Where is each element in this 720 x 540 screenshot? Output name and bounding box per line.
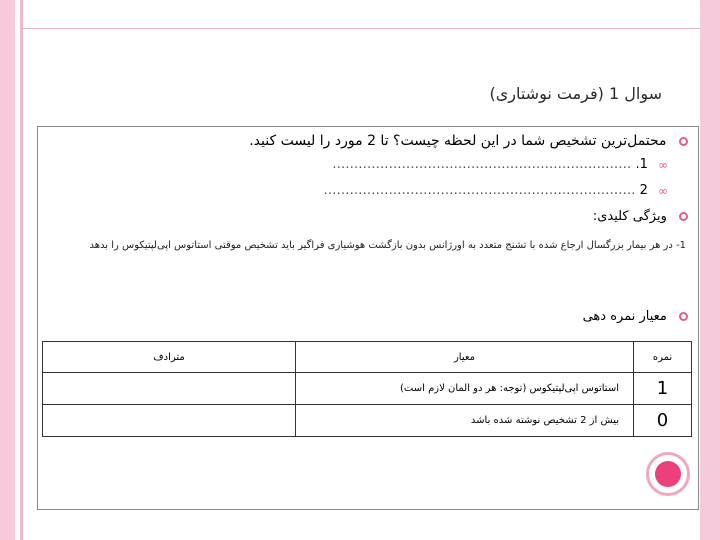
answer-blank: ……………………………………………………………… bbox=[323, 183, 636, 198]
bullet-circle-icon bbox=[679, 312, 688, 321]
answer-line-2 bbox=[323, 183, 668, 198]
decor-dot bbox=[655, 461, 681, 487]
score-cell: 1 bbox=[634, 373, 692, 405]
table-header-row bbox=[43, 342, 692, 373]
scoring-table bbox=[42, 341, 692, 437]
content-box bbox=[37, 126, 699, 510]
right-decor-bar bbox=[700, 0, 720, 540]
criteria-cell: بیش از 2 تشخیص نوشته شده باشد bbox=[296, 405, 634, 437]
scoring-item bbox=[583, 309, 688, 324]
score-cell: 0 bbox=[634, 405, 692, 437]
synonym-cell bbox=[43, 373, 296, 405]
bullet-circle-icon bbox=[679, 212, 688, 221]
key-features-item bbox=[593, 209, 688, 224]
key-features-label: ویژگی کلیدی: bbox=[592, 209, 667, 224]
top-decor-line bbox=[23, 28, 700, 29]
answer-line-1 bbox=[332, 157, 668, 172]
header-criteria: معیار bbox=[296, 342, 634, 373]
sub-bullet-icon: ∞ bbox=[658, 183, 668, 198]
sub-bullet-icon: ∞ bbox=[658, 157, 668, 172]
header-synonyms: مترادف bbox=[43, 342, 296, 373]
answer-number: 1. bbox=[635, 157, 648, 172]
scoring-label: معیار نمره دهی bbox=[582, 309, 667, 324]
criteria-cell: استاتوس اپی‌لپتیکوس (توجه: هر دو المان لازم است) bbox=[296, 373, 634, 405]
synonym-cell bbox=[43, 405, 296, 437]
table-row bbox=[43, 373, 692, 405]
slide-title: سوال 1 (فرمت نوشتاری) bbox=[489, 84, 662, 103]
left-decor-bar bbox=[0, 0, 15, 540]
header-score: نمره bbox=[634, 342, 692, 373]
answer-blank: …………………………………………………………… bbox=[332, 157, 632, 172]
table-row bbox=[43, 405, 692, 437]
answer-number: 2 bbox=[639, 183, 648, 198]
left-decor-line bbox=[20, 0, 23, 540]
bullet-circle-icon bbox=[679, 137, 688, 146]
prompt-text: محتمل‌ترین تشخیص شما در این لحظه چیست؟ تا 2 مورد را لیست کنید. bbox=[249, 133, 667, 149]
decor-circle bbox=[646, 452, 690, 496]
prompt-item bbox=[249, 133, 688, 149]
key-features-text: 1- در هر بیمار بزرگسال ارجاع شده با تشنج متعدد به اورژانس بدون بازگشت هوشیاری فراگیر باید تشخیص موقتی استاتوس اپی‌لپتیکوس را بدهد bbox=[89, 240, 686, 251]
